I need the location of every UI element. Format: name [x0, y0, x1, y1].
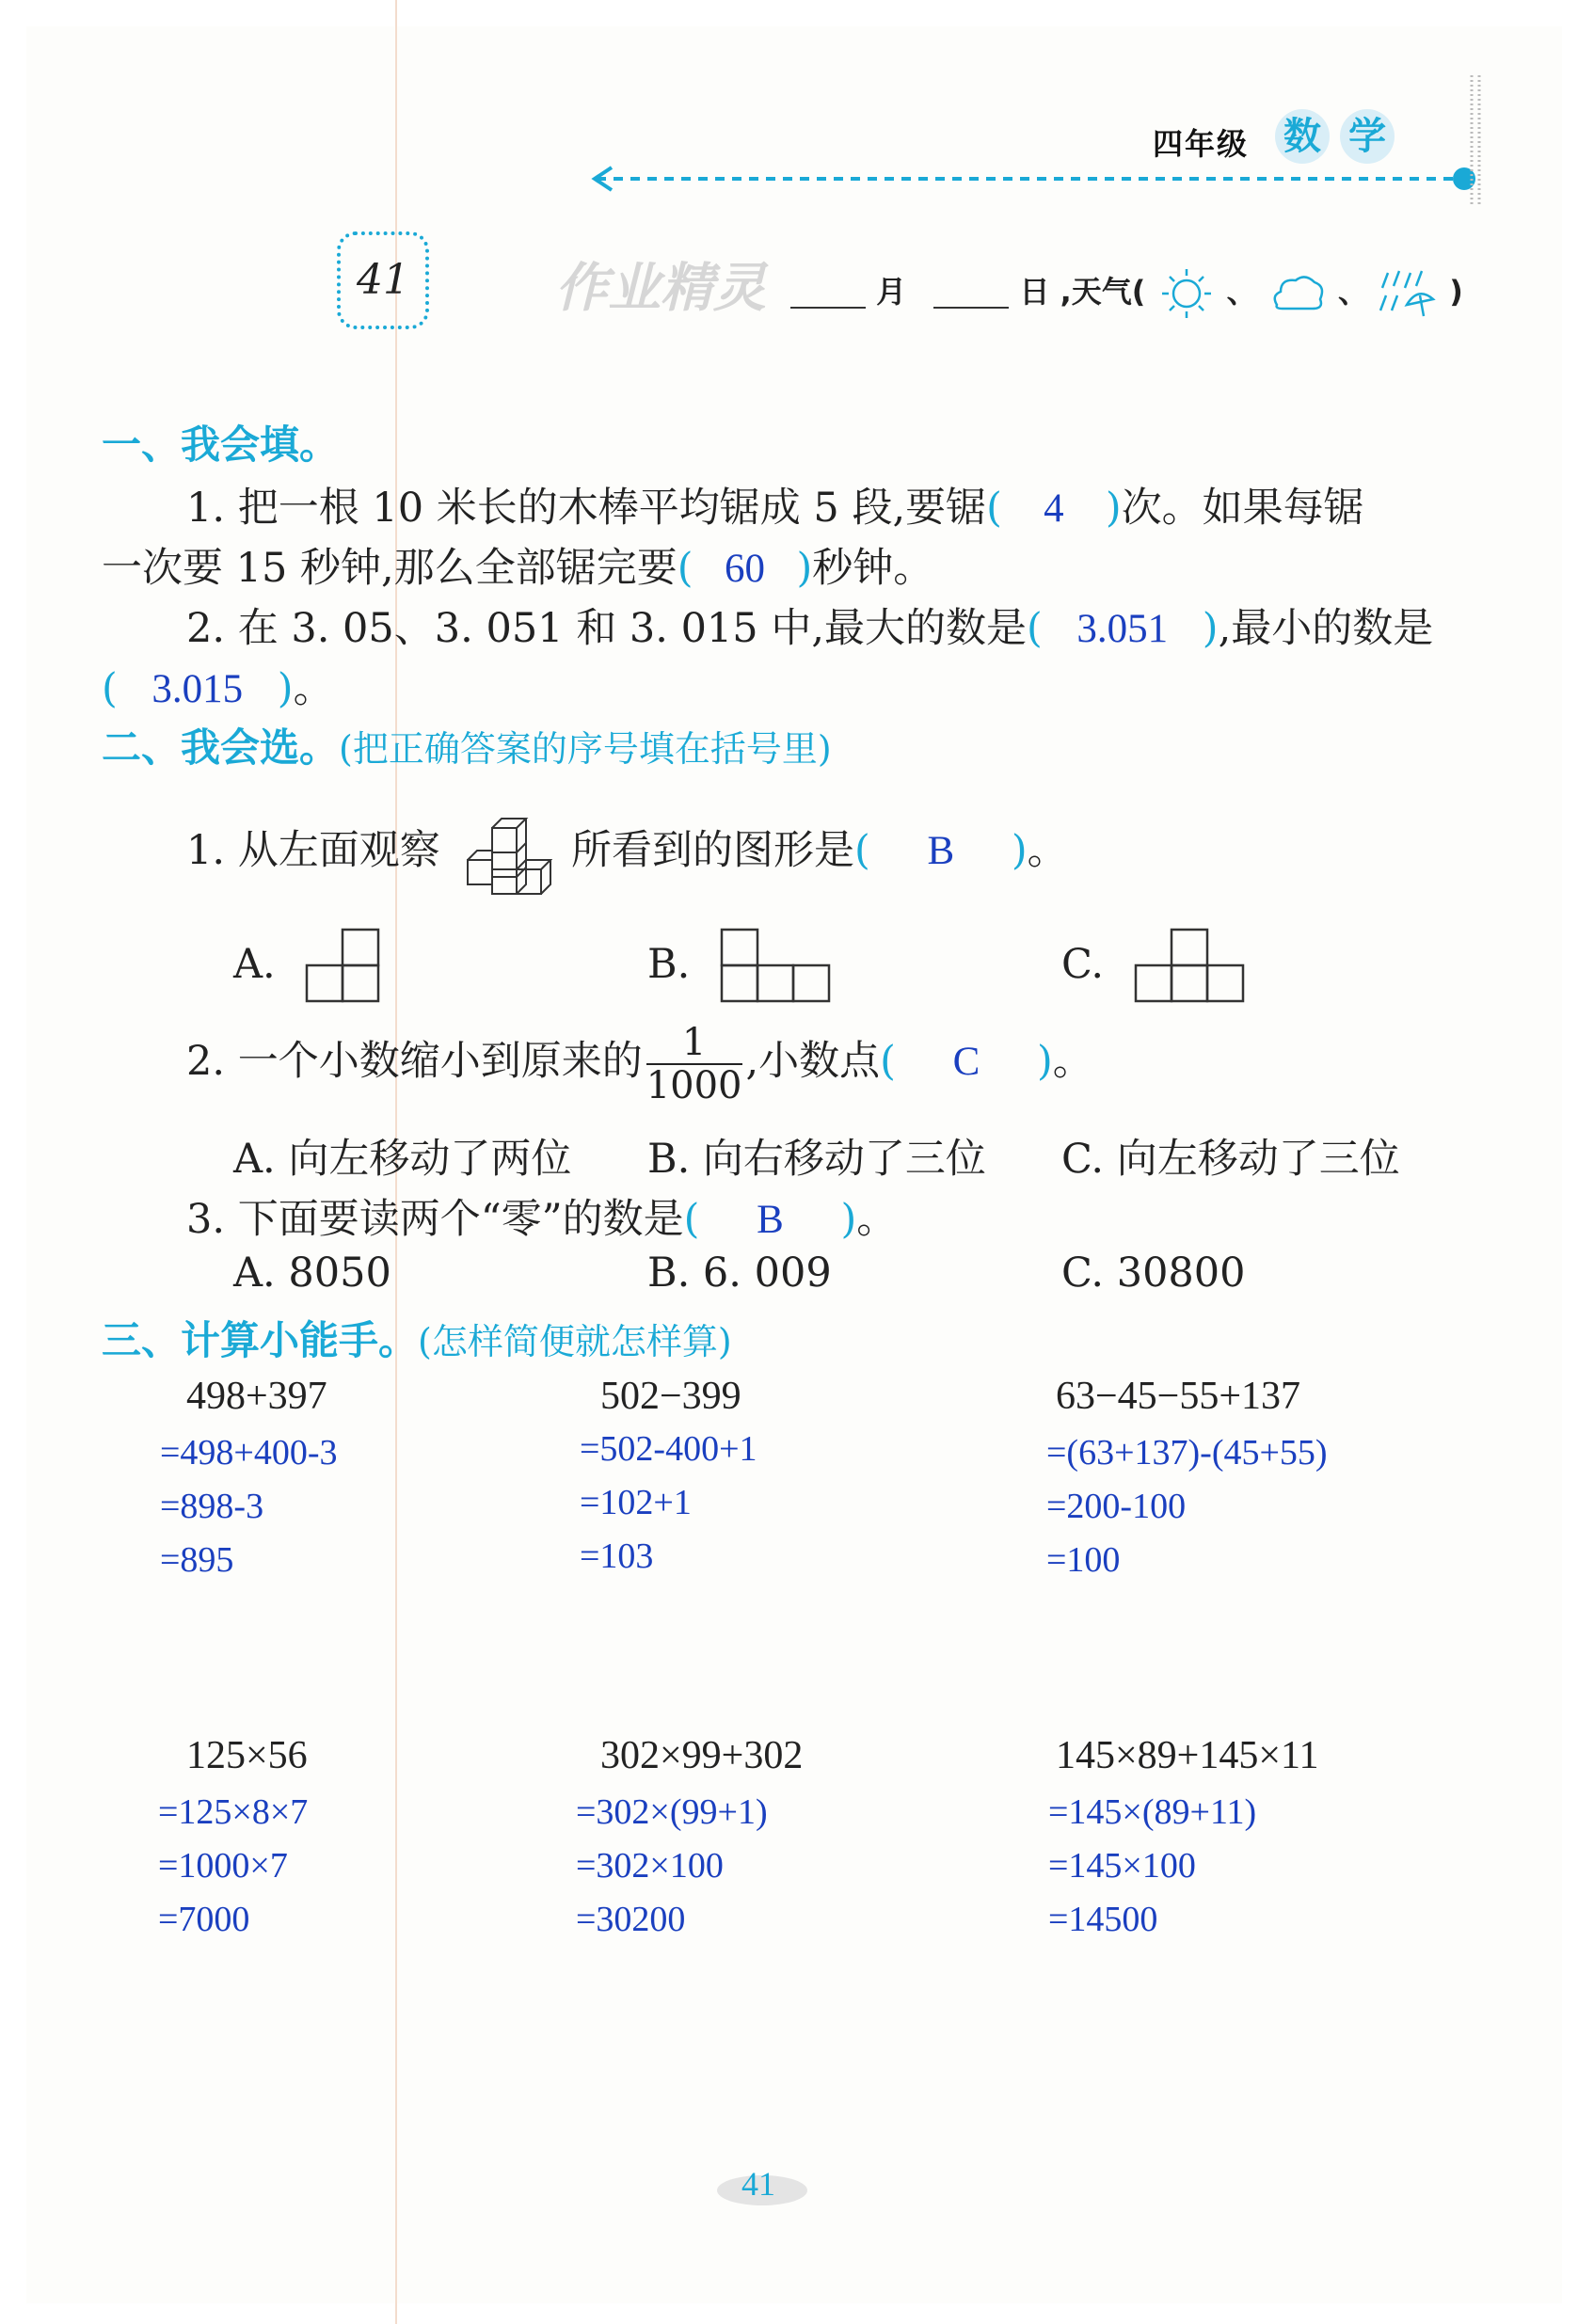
s2-q1-option-a-label: A. [233, 941, 276, 988]
calc-problem-3 [1046, 1374, 1328, 1587]
calc-step[interactable]: =502-400+1 [580, 1429, 757, 1469]
calc-work [576, 1786, 803, 1947]
fraction-one-thousandth [646, 1022, 742, 1106]
s1-q2-text-a: 2. 在 3. 05、3. 051 和 3. 015 中,最大的数是 [186, 605, 1027, 652]
s2-q1-option-c-label: C. [1061, 941, 1105, 988]
s2-q1-end: 。 [1027, 827, 1068, 874]
calc-expression: 125×56 [186, 1734, 308, 1777]
month-blank[interactable] [790, 279, 866, 309]
calc-step[interactable]: =30200 [576, 1900, 686, 1939]
calc-problem-2 [580, 1374, 757, 1584]
watermark-text: 作业精灵 [555, 258, 766, 319]
calc-step[interactable]: =(63+137)-(45+55) [1046, 1433, 1328, 1472]
section2-note: (把正确答案的序号填在括号里) [339, 728, 832, 770]
subject-char-1: 数 [1275, 109, 1330, 164]
s1-q1-text-d: 秒钟。 [812, 545, 934, 592]
s1-q2-text-b: ,最小的数是 [1218, 605, 1434, 652]
s1-q2-answer-1[interactable]: 3.051 [1076, 607, 1169, 651]
calc-work [580, 1423, 757, 1584]
s2-q3-option-a[interactable]: A. 8050 [233, 1250, 391, 1297]
calc-expression: 145×89+145×11 [1056, 1734, 1319, 1777]
s2-q1-text-a: 1. 从左面观察 [186, 827, 440, 874]
s2-q3-end: 。 [856, 1196, 898, 1243]
option-b-figure [718, 928, 840, 1007]
calc-step[interactable]: =1000×7 [158, 1846, 288, 1886]
fraction-numerator: 1 [646, 1022, 742, 1065]
calc-expression: 302×99+302 [600, 1734, 804, 1777]
page-number: 41 [741, 2165, 775, 2203]
day-number-badge: 41 [337, 231, 429, 329]
calc-step[interactable]: =200-100 [1046, 1487, 1187, 1526]
sunny-icon[interactable] [1156, 267, 1217, 320]
month-label: 月 [876, 274, 907, 310]
date-weather-line [790, 267, 1463, 320]
s2-q2-end: 。 [1052, 1038, 1093, 1085]
s2-q2-option-b[interactable]: B. 向右移动了三位 [647, 1136, 986, 1183]
calc-problem-4 [158, 1733, 309, 1947]
rainy-icon[interactable] [1379, 267, 1439, 320]
calc-step[interactable]: =103 [580, 1536, 654, 1576]
header-arrow-line [583, 160, 1487, 198]
s2-q1-text-b: 所看到的图形是 [571, 827, 855, 874]
day-label: 日 [1019, 274, 1050, 310]
s2-q2-option-c[interactable]: C. 向左移动了三位 [1061, 1136, 1400, 1183]
s2-q3-answer[interactable]: B [757, 1198, 784, 1242]
s1-q1-text-b: 次。如果每锯 [1121, 485, 1364, 532]
s1-q1-answer-1[interactable]: 4 [1044, 486, 1064, 531]
s2-q2-text-a: 2. 一个小数缩小到原来的 [186, 1038, 643, 1085]
s1-q2-answer-2[interactable]: 3.015 [151, 667, 244, 711]
calc-step[interactable]: =7000 [158, 1900, 250, 1939]
s2-q1-answer[interactable]: B [927, 829, 955, 873]
calc-problem-6 [1048, 1733, 1319, 1947]
calc-step[interactable]: =898-3 [160, 1487, 264, 1526]
day-blank[interactable] [933, 279, 1009, 309]
s2-q1-option-b[interactable] [647, 928, 840, 1007]
calc-step[interactable]: =100 [1046, 1540, 1121, 1580]
section3-title: 三、计算小能手。 [102, 1317, 419, 1363]
calc-step[interactable]: =125×8×7 [158, 1792, 309, 1832]
weather-label: ,天气( [1060, 274, 1146, 310]
calc-step[interactable]: =102+1 [580, 1483, 692, 1522]
calc-work [158, 1786, 308, 1947]
calc-work [1048, 1786, 1319, 1947]
calc-step[interactable]: =145×(89+11) [1048, 1792, 1257, 1832]
option-c-figure [1132, 928, 1254, 1007]
s2-q1-option-a[interactable] [233, 928, 388, 1007]
calc-problem-1 [160, 1374, 338, 1587]
s2-q1-option-c[interactable] [1061, 928, 1254, 1007]
calc-step[interactable]: =895 [160, 1540, 234, 1580]
s1-q1-line2: 一次要 15 秒钟,那么全部锯完要( 60 )秒钟。 [102, 545, 934, 592]
s1-q2-line1: 2. 在 3. 05、3. 051 和 3. 015 中,最大的数是( 3.051 ),最小的数是 [186, 605, 1434, 652]
s2-q2-option-a[interactable]: A. 向左移动了两位 [233, 1136, 572, 1183]
section1-title: 一、我会填。 [102, 422, 340, 468]
corner-stripes [1468, 75, 1487, 207]
calc-expression: 63−45−55+137 [1056, 1375, 1301, 1418]
subject-char-2: 学 [1340, 109, 1395, 164]
s2-q2: 2. 一个小数缩小到原来的 $\frac{1}{1000}$ ,小数点( C )。 [186, 1021, 1093, 1107]
s1-q1-answer-2[interactable]: 60 [725, 547, 766, 591]
cube-stack-figure [458, 811, 552, 896]
calc-work [1046, 1426, 1328, 1587]
s2-q2-answer[interactable]: C [952, 1040, 980, 1084]
s1-q1-text-a: 1. 把一根 10 米长的木棒平均锯成 5 段,要锯 [186, 485, 987, 532]
calc-problem-5 [576, 1733, 804, 1947]
s2-q1: 1. 从左面观察 所看到的图形是( B )。 [186, 811, 1068, 896]
s2-q1-option-b-label: B. [647, 941, 691, 988]
calc-step[interactable]: =302×(99+1) [576, 1792, 768, 1832]
section3-heading [102, 1310, 732, 1366]
option-a-figure [303, 928, 388, 1007]
subject-title [1275, 109, 1395, 164]
section2-title: 二、我会选。 [102, 724, 340, 771]
weather-separator-1: 、 [1226, 274, 1257, 310]
s2-q3-option-c[interactable]: C. 30800 [1061, 1250, 1246, 1297]
grade-label: 四年级 [1153, 126, 1250, 162]
calc-work [160, 1426, 338, 1587]
s1-q2-line2: ( 3.015 )。 [102, 665, 334, 712]
s1-q2-text-end: 。 [293, 665, 334, 712]
cloudy-icon[interactable] [1267, 267, 1328, 320]
calc-expression: 498+397 [186, 1375, 327, 1418]
section2-heading [102, 717, 832, 773]
s1-q1-text-c: 一次要 15 秒钟,那么全部锯完要 [102, 545, 677, 592]
fraction-denominator: 1000 [646, 1064, 742, 1107]
s2-q3-option-b[interactable]: B. 6. 009 [647, 1250, 832, 1297]
section3-note: (怎样简便就怎样算) [418, 1321, 732, 1362]
calc-step[interactable]: =145×100 [1048, 1846, 1196, 1886]
calc-step[interactable]: =302×100 [576, 1846, 724, 1886]
s2-q3: 3. 下面要读两个“零”的数是( B )。 [186, 1196, 898, 1243]
weather-separator-2: 、 [1337, 274, 1368, 310]
calc-expression: 502−399 [600, 1375, 741, 1418]
calc-step[interactable]: =498+400-3 [160, 1433, 338, 1472]
calc-step[interactable]: =14500 [1048, 1900, 1158, 1939]
weather-close: ) [1449, 274, 1463, 310]
s2-q2-text-b: ,小数点 [745, 1038, 881, 1085]
s1-q1-line1: 1. 把一根 10 米长的木棒平均锯成 5 段,要锯( 4 )次。如果每锯 [186, 485, 1364, 532]
s2-q3-text-a: 3. 下面要读两个“零”的数是 [186, 1196, 684, 1243]
